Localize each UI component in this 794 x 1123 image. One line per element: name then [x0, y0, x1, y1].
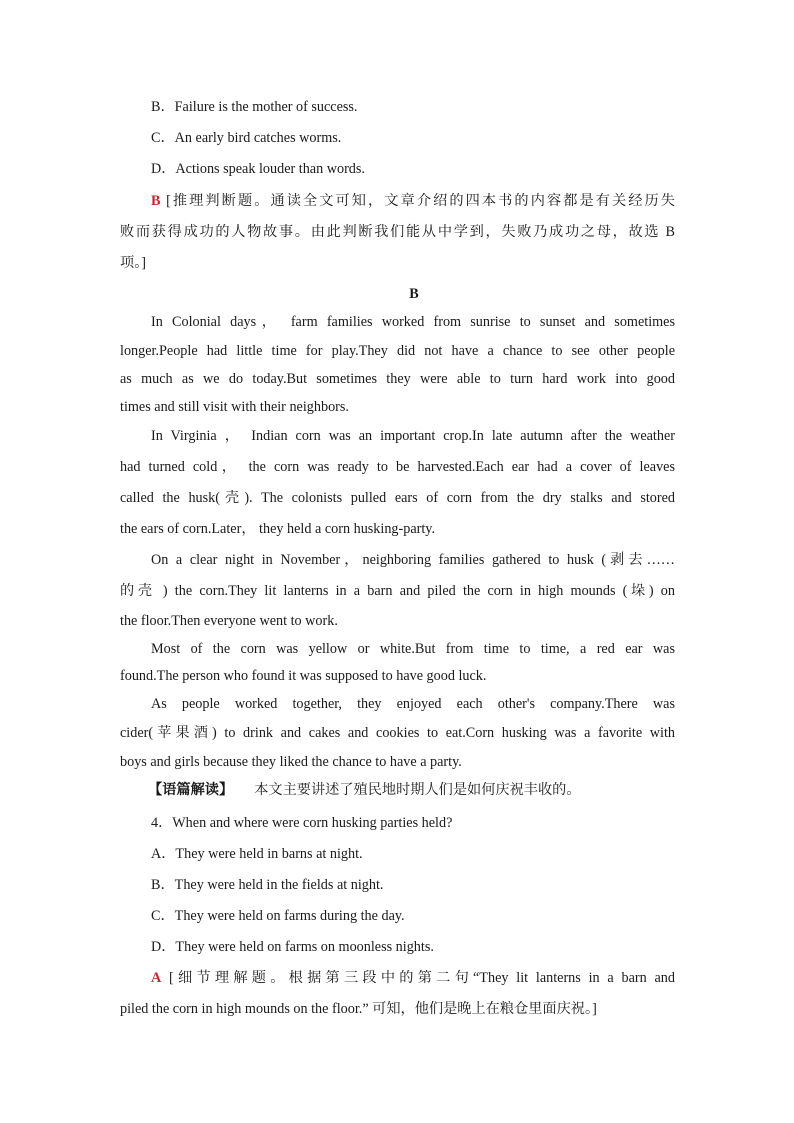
- passage-p2-line3: called the husk(壳). The colonists pulled ears of corn from the dry stalks and stored: [120, 490, 675, 506]
- passage-p1-line3: as much as we do today.But sometimes they were able to turn hard work into good: [120, 371, 675, 387]
- q3-answer-line2: 败而获得成功的人物故事。由此判断我们能从中学到，失败乃成功之母，故选 B: [120, 224, 675, 240]
- passage-p1-line1: In Colonial days， farm families worked from sunrise to sunset and sometimes: [151, 314, 675, 330]
- section-title: B: [409, 286, 419, 302]
- q3-answer-line1: [151, 191, 675, 211]
- q4-option-d: D．They were held on farms on moonless nights.: [151, 939, 434, 955]
- q3-answer-letter: B: [151, 193, 161, 209]
- q4-option-a: A．They were held in barns at night.: [151, 846, 363, 862]
- reading-note-text: 本文主要讲述了殖民地时期人们是如何庆祝丰收的。: [254, 782, 581, 798]
- q4-answer-letter: A: [151, 970, 162, 986]
- q4-answer-line1: [151, 968, 675, 988]
- passage-p2-line4: the ears of corn.Later， they held a corn husking-party.: [120, 521, 436, 537]
- passage-p3-line1: On a clear night in November，neighboring families gathered to husk (剥去……: [151, 552, 675, 568]
- q4-stem: 4．When and where were corn husking parties held?: [151, 815, 453, 831]
- q4-answer-line2: piled the corn in high mounds on the floor.” 可知，他们是晚上在粮仓里面庆祝。]: [120, 1001, 597, 1017]
- q4-option-b: B．They were held in the fields at night.: [151, 877, 384, 893]
- passage-p5-line2: cider(苹果酒) to drink and cakes and cookies to eat.Corn husking was a favorite with: [120, 725, 675, 741]
- passage-p1-line2: longer.People had little time for play.They did not have a chance to see other people: [120, 343, 675, 359]
- passage-p3-line2: 的壳 ) the corn.They lit lanterns in a barn and piled the corn in high mounds (垛) on: [120, 583, 675, 599]
- reading-note: [148, 780, 703, 800]
- q3-option-b: B．Failure is the mother of success.: [151, 99, 358, 115]
- passage-p5-line1: As people worked together, they enjoyed each other's company.There was: [151, 696, 675, 712]
- q3-option-c: C．An early bird catches worms.: [151, 130, 342, 146]
- passage-p1-line4: times and still visit with their neighbors.: [120, 399, 349, 415]
- q4-answer-text1: [细节理解题。根据第三段中的第二句“They lit lanterns in a barn and: [161, 970, 675, 986]
- q3-option-d: D．Actions speak louder than words.: [151, 161, 365, 177]
- passage-p2-line1: In Virginia ， Indian corn was an important crop.In late autumn after the weather: [151, 428, 675, 444]
- reading-note-tag: 【语篇解读】: [148, 782, 234, 798]
- passage-p2-line2: had turned cold， the corn was ready to be harvested.Each ear had a cover of leaves: [120, 459, 675, 475]
- passage-p4-line2: found.The person who found it was supposed to have good luck.: [120, 668, 487, 684]
- passage-p3-line3: the floor.Then everyone went to work.: [120, 613, 338, 629]
- passage-p4-line1: Most of the corn was yellow or white.But from time to time, a red ear was: [151, 641, 675, 657]
- q3-answer-text1: [推理判断题。通读全文可知，文章介绍的四本书的内容都是有关经历失: [160, 193, 675, 209]
- q4-option-c: C．They were held on farms during the day.: [151, 908, 405, 924]
- q3-answer-line3: 项。]: [120, 255, 146, 271]
- passage-p5-line3: boys and girls because they liked the chance to have a party.: [120, 754, 462, 770]
